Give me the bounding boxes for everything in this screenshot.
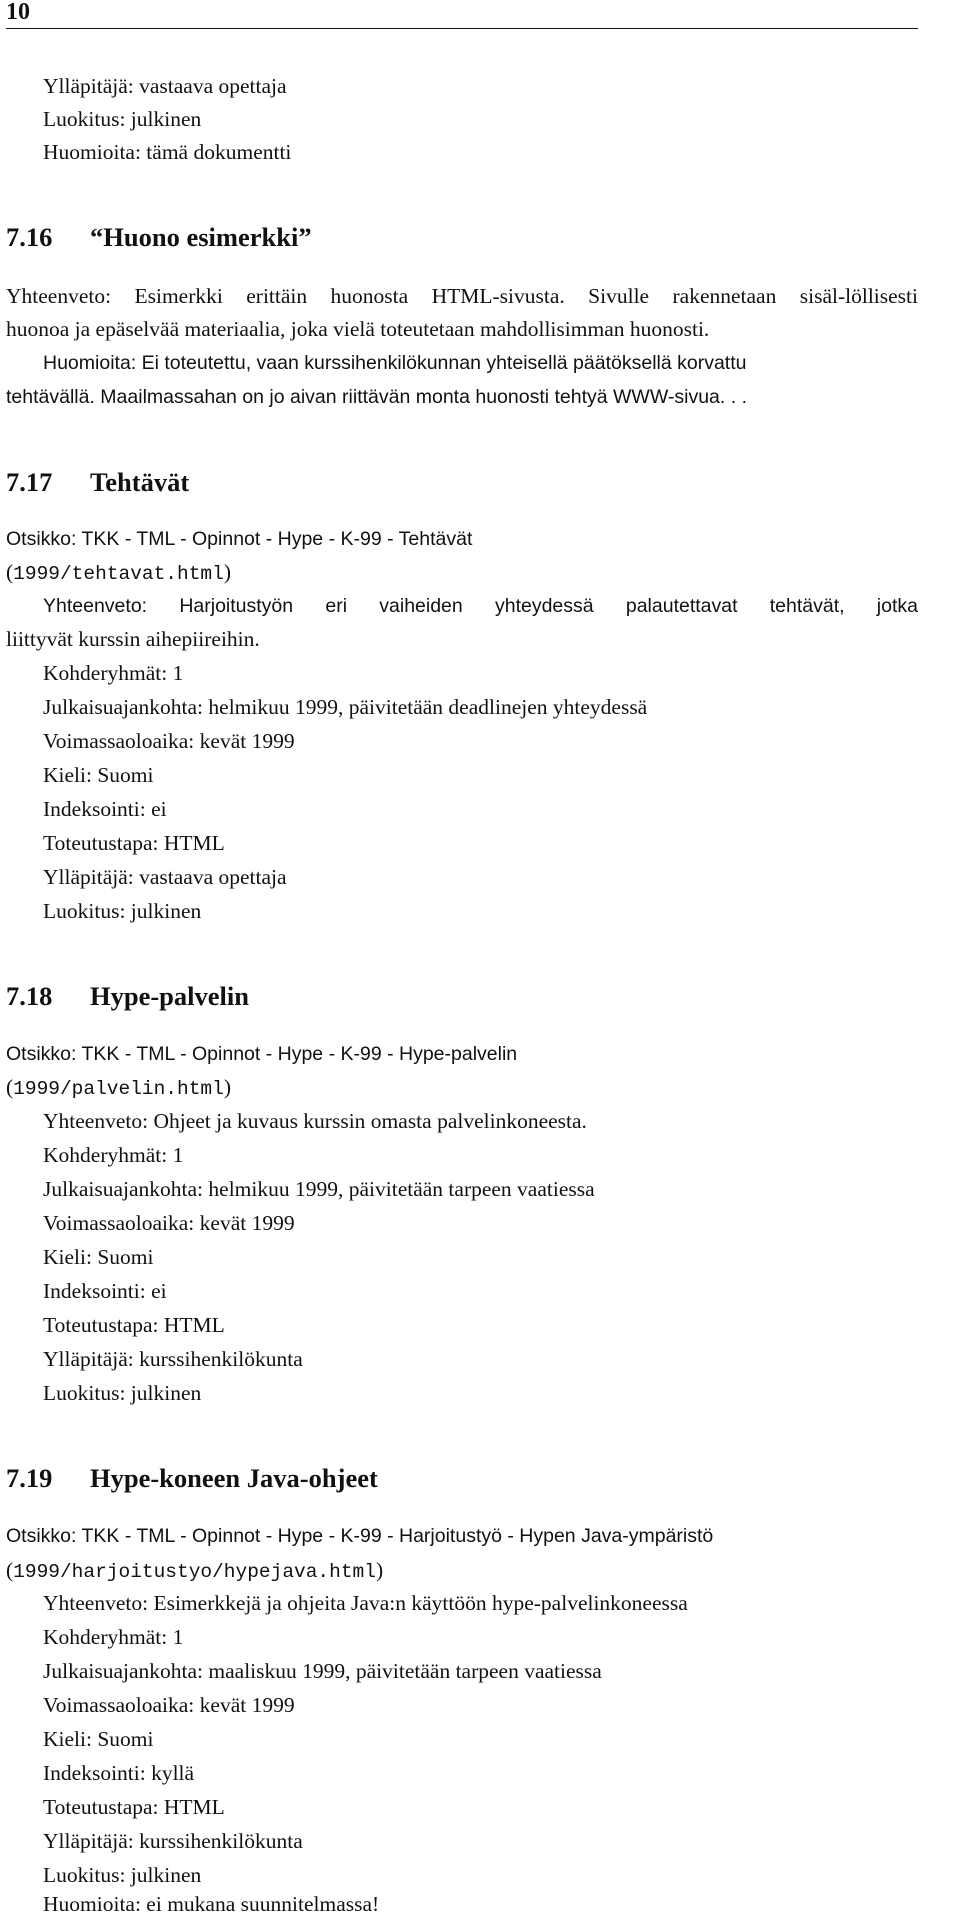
file-path-line xyxy=(6,1557,383,1585)
section-heading-7-18 xyxy=(6,981,249,1011)
title-line: Otsikko: TKK - TML - Opinnot - Hype - K-99 - Tehtävät xyxy=(6,528,473,550)
notes-line: Huomioita: ei mukana suunnitelmassa! xyxy=(43,1892,380,1916)
header-rule xyxy=(6,28,918,29)
section-title: Tehtävät xyxy=(90,467,190,497)
paren-open: ( xyxy=(6,1558,14,1582)
publish-date-line: Julkaisuajankohta: helmikuu 1999, päivitetään tarpeen vaatiessa xyxy=(43,1177,595,1201)
implementation-line: Toteutustapa: HTML xyxy=(43,1313,225,1337)
summary-line: Yhteenveto: Esimerkki erittäin huonosta HTML-sivusta. Sivulle rakennetaan sisäl-löllisesti xyxy=(6,284,918,308)
classification-line: Luokitus: julkinen xyxy=(43,1381,202,1405)
notes-line: Huomioita: tämä dokumentti xyxy=(43,140,292,164)
section-number: 7.18 xyxy=(6,981,53,1011)
section-title: Hype-koneen Java-ohjeet xyxy=(90,1463,378,1493)
classification-line: Luokitus: julkinen xyxy=(43,107,202,131)
file-path-line xyxy=(6,559,231,587)
implementation-line: Toteutustapa: HTML xyxy=(43,831,225,855)
section-heading-7-16 xyxy=(6,222,312,252)
target-groups-line: Kohderyhmät: 1 xyxy=(43,1625,184,1649)
paren-close: ) xyxy=(223,1075,231,1099)
section-title: Hype-palvelin xyxy=(90,981,250,1011)
paren-open: ( xyxy=(6,1075,14,1099)
classification-line: Luokitus: julkinen xyxy=(43,899,202,923)
language-line: Kieli: Suomi xyxy=(43,763,154,787)
indexing-line: Indeksointi: ei xyxy=(43,1279,167,1303)
validity-line: Voimassaoloaika: kevät 1999 xyxy=(43,1693,295,1717)
indexing-line: Indeksointi: kyllä xyxy=(43,1761,195,1785)
summary-line: Yhteenveto: Esimerkkejä ja ohjeita Java:n käyttöön hype-palvelinkoneessa xyxy=(43,1591,688,1615)
summary-line: Yhteenveto: Ohjeet ja kuvaus kurssin omasta palvelinkoneesta. xyxy=(43,1109,587,1133)
section-heading-7-19 xyxy=(6,1463,378,1493)
section-title: “Huono esimerkki” xyxy=(90,222,312,252)
section-number: 7.16 xyxy=(6,222,53,252)
indexing-line: Indeksointi: ei xyxy=(43,797,167,821)
maintainer-line: Ylläpitäjä: kurssihenkilökunta xyxy=(43,1347,303,1371)
language-line: Kieli: Suomi xyxy=(43,1245,154,1269)
publish-date-line: Julkaisuajankohta: maaliskuu 1999, päivitetään tarpeen vaatiessa xyxy=(43,1659,602,1683)
validity-line: Voimassaoloaika: kevät 1999 xyxy=(43,1211,295,1235)
validity-line: Voimassaoloaika: kevät 1999 xyxy=(43,729,295,753)
summary-line: liittyvät kurssin aihepiireihin. xyxy=(6,627,260,651)
maintainer-line: Ylläpitäjä: kurssihenkilökunta xyxy=(43,1829,303,1853)
file-path: 1999/palvelin.html xyxy=(13,1078,224,1100)
section-number: 7.19 xyxy=(6,1463,53,1493)
section-heading-7-17 xyxy=(6,467,189,497)
maintainer-line: Ylläpitäjä: vastaava opettaja xyxy=(43,74,287,98)
paren-close: ) xyxy=(375,1558,384,1582)
summary-line: huonoa ja epäselvää materiaalia, joka vielä toteutetaan mahdollisimman huonosti. xyxy=(6,317,710,341)
maintainer-line: Ylläpitäjä: vastaava opettaja xyxy=(43,865,287,889)
notes-line: tehtävällä. Maailmassahan on jo aivan riittävän monta huonosti tehtyä WWW-sivua. . . xyxy=(6,386,747,408)
paren-close: ) xyxy=(223,560,231,584)
paren-open: ( xyxy=(6,560,14,584)
title-line: Otsikko: TKK - TML - Opinnot - Hype - K-99 - Hype-palvelin xyxy=(6,1043,518,1065)
section-number: 7.17 xyxy=(6,467,53,497)
language-line: Kieli: Suomi xyxy=(43,1727,154,1751)
target-groups-line: Kohderyhmät: 1 xyxy=(43,1143,184,1167)
file-path: 1999/harjoitustyo/hypejava.html xyxy=(13,1561,376,1583)
summary-line: Yhteenveto: Harjoitustyön eri vaiheiden yhteydessä palautettavat tehtävät, jotka xyxy=(43,595,918,617)
notes-line: Huomioita: Ei toteutettu, vaan kurssihenkilökunnan yhteisellä päätöksellä korvattu xyxy=(43,352,747,374)
title-line: Otsikko: TKK - TML - Opinnot - Hype - K-99 - Harjoitustyö - Hypen Java-ympäristö xyxy=(6,1525,714,1547)
classification-line: Luokitus: julkinen xyxy=(43,1863,202,1887)
file-path: 1999/tehtavat.html xyxy=(13,563,224,585)
target-groups-line: Kohderyhmät: 1 xyxy=(43,661,184,685)
page-number: 10 xyxy=(6,0,30,25)
implementation-line: Toteutustapa: HTML xyxy=(43,1795,225,1819)
publish-date-line: Julkaisuajankohta: helmikuu 1999, päivitetään deadlinejen yhteydessä xyxy=(43,695,648,719)
file-path-line xyxy=(6,1074,231,1102)
